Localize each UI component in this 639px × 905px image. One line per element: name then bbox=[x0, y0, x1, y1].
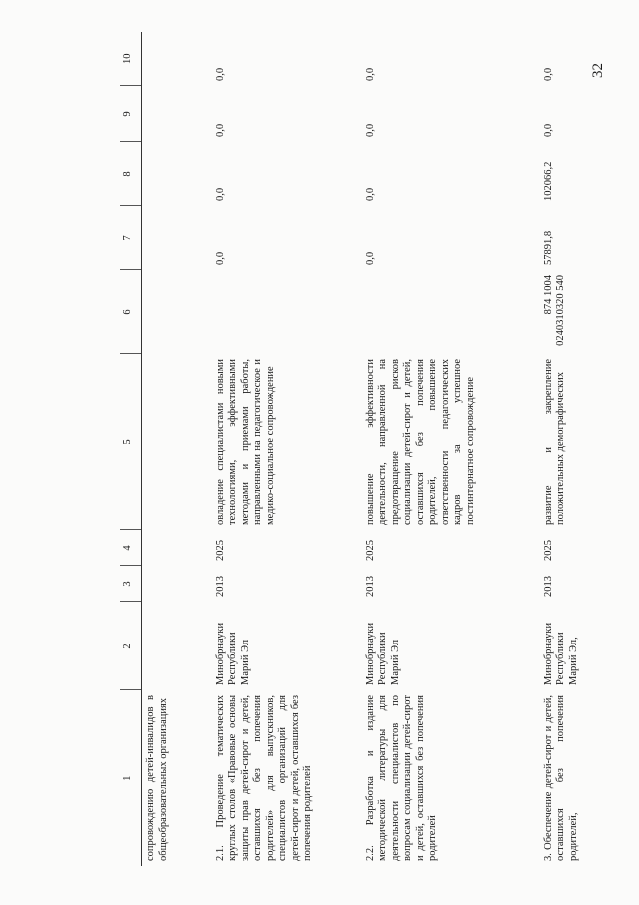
value-cell: 0,0 bbox=[364, 67, 376, 81]
table-row bbox=[212, 32, 362, 866]
end-year-cell bbox=[142, 530, 212, 566]
expected-result-cell: овладение специалистами новыми технологиями, эффективными методами и приемами работы, направленными на педагогическое и медико-социальное сопровождение bbox=[214, 359, 276, 525]
value-cell bbox=[142, 86, 212, 142]
column-header: 3 bbox=[120, 566, 142, 602]
end-year-cell: 2025 bbox=[364, 540, 376, 561]
expected-result-cell: развитие и закрепление положительных демографических bbox=[542, 359, 566, 525]
table-row bbox=[142, 32, 212, 866]
value-cell: 0,0 bbox=[364, 251, 376, 265]
value-cell bbox=[142, 142, 212, 206]
value-cell: 57891,8 bbox=[542, 230, 554, 265]
value-cell bbox=[142, 206, 212, 270]
value-cell: 0,0 bbox=[214, 67, 226, 81]
activity-name-cell: 2.2. Разработка и издание методической литературы для деятельности специалистов по вопросам социализации детей-сирот и детей, оставшихся без попечения родителей bbox=[364, 695, 438, 861]
budget-code-cell bbox=[212, 270, 362, 354]
executor-cell bbox=[142, 602, 212, 690]
column-header: 1 bbox=[120, 690, 142, 866]
page-number: 32 bbox=[590, 63, 606, 78]
column-header: 2 bbox=[120, 602, 142, 690]
value-cell bbox=[142, 32, 212, 86]
value-cell: 0,0 bbox=[542, 123, 554, 137]
value-cell: 0,0 bbox=[214, 251, 226, 265]
expected-result-cell: повышение эффективности деятельности, направленной на предотвращение рисков социализации детей-сирот и детей, оставшихся без попечения родителей, повышение ответственности педагогических кадров за успешное постинтернатное сопровождение bbox=[364, 359, 476, 525]
end-year-cell: 2025 bbox=[214, 540, 226, 561]
program-activities-table bbox=[120, 32, 620, 866]
activity-name-cell: сопровождению детей-инвалидов в общеобразовательных организациях bbox=[145, 695, 169, 861]
column-header: 4 bbox=[120, 530, 142, 566]
start-year-cell: 2013 bbox=[364, 576, 376, 597]
rotated-table-container bbox=[120, 32, 620, 866]
activity-name-cell: 3. Обеспечение детей-сирот и детей, оставшихся без попечения родителей, bbox=[542, 695, 579, 861]
column-header: 9 bbox=[120, 86, 142, 142]
executor-cell: Минобрнауки Республики Марий Эл, bbox=[542, 622, 579, 685]
start-year-cell bbox=[142, 566, 212, 602]
column-header: 6 bbox=[120, 270, 142, 354]
budget-code-cell bbox=[362, 270, 540, 354]
value-cell: 0,0 bbox=[364, 187, 376, 201]
table-header-row bbox=[120, 32, 142, 866]
value-cell: 0,0 bbox=[214, 123, 226, 137]
budget-code-cell bbox=[142, 270, 212, 354]
budget-code-cell: 874 1004 0240310320 540 bbox=[542, 275, 566, 346]
table-row bbox=[540, 32, 620, 866]
column-header: 5 bbox=[120, 354, 142, 530]
start-year-cell: 2013 bbox=[542, 576, 554, 597]
start-year-cell: 2013 bbox=[214, 576, 226, 597]
end-year-cell: 2025 bbox=[542, 540, 554, 561]
column-header: 8 bbox=[120, 142, 142, 206]
table-row bbox=[362, 32, 540, 866]
value-cell: 102066,2 bbox=[542, 161, 554, 201]
value-cell: 0,0 bbox=[214, 187, 226, 201]
executor-cell: Минобрнауки Республики Марий Эл bbox=[364, 622, 401, 685]
executor-cell: Минобрнауки Республики Марий Эл bbox=[214, 622, 251, 685]
column-header: 10 bbox=[120, 32, 142, 86]
column-header: 7 bbox=[120, 206, 142, 270]
value-cell: 0,0 bbox=[542, 67, 554, 81]
activity-name-cell: 2.1. Проведение тематических круглых столов «Правовые основы защиты прав детей-сирот и детей, оставшихся без попечения родителей» для выпускников, специалистов организаций для детей-сирот и детей, оставшихся без попечения родителей bbox=[214, 695, 313, 861]
expected-result-cell bbox=[142, 354, 212, 530]
value-cell: 0,0 bbox=[364, 123, 376, 137]
